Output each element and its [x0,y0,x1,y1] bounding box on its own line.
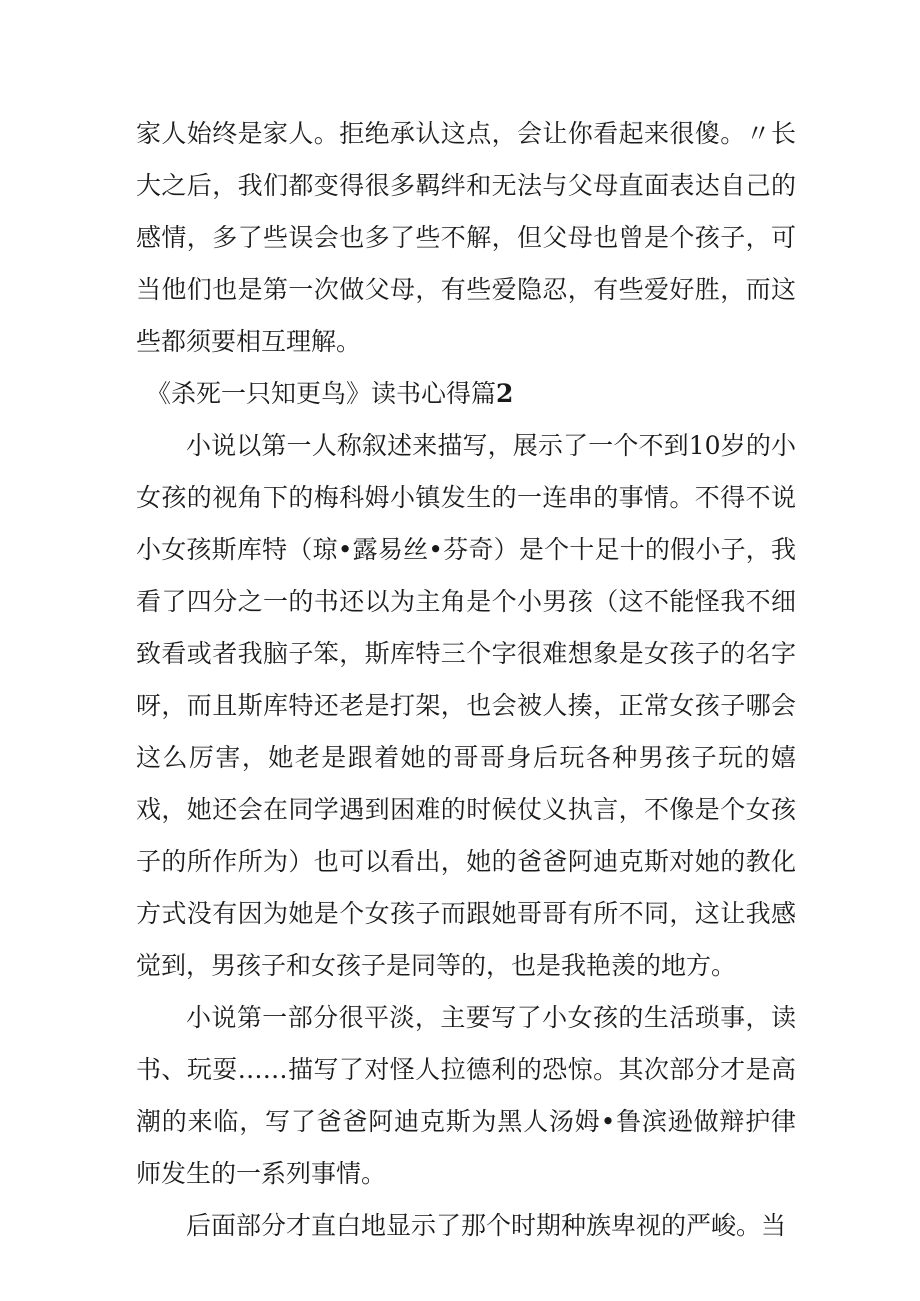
paragraph-intro: 小说以第一人称叙述来描写，展示了一个不到10岁的小女孩的视角下的梅科姆小镇发生的一连串的事情。不得不说小女孩斯库特（琼•露易丝•芬奇）是个十足十的假小子，我看了四分之一的书还以为主角是个小男孩（这不能怪我不细致看或者我脑子笨，斯库特三个字很难想象是女孩子的名字呀，而且斯库特还老是打架，也会被人揍，正常女孩子哪会这么厉害，她老是跟着她的哥哥身后玩各种男孩子玩的嬉戏，她还会在同学遇到困难的时候仗义执言，不像是个女孩子的所作所为）也可以看出，她的爸爸阿迪克斯对她的教化方式没有因为她是个女孩子而跟她哥哥有所不同，这让我感觉到，男孩子和女孩子是同等的，也是我艳羡的地方。 [136,431,796,980]
paragraph-family: 家人始终是家人。拒绝承认这点，会让你看起来很傻。〃长大之后，我们都变得很多羁绊和无法与父母直面表达自己的感情，多了些误会也多了些不解，但父母也曾是个孩子，可当他们也是第一次做父母，有些爱隐忍，有些爱好胜，而这些都须要相互理解。 [136,119,796,356]
paragraph-part-one: 小说第一部分很平淡，主要写了小女孩的生活琐事，读书、玩耍……描写了对怪人拉德利的恐惊。其次部分才是高潮的来临，写了爸爸阿迪克斯为黑人汤姆•鲁滨逊做辩护律师发生的一系列事情。 [136,1003,796,1188]
section-heading-text: 《杀死一只知更鸟》读书心得篇 [146,379,497,408]
section-heading-number: 2 [496,379,514,408]
document-body [136,108,796,1252]
paragraph-final: 后面部分才直白地显示了那个时期种族卑视的严峻。当 [186,1211,787,1240]
section-heading [136,368,796,420]
